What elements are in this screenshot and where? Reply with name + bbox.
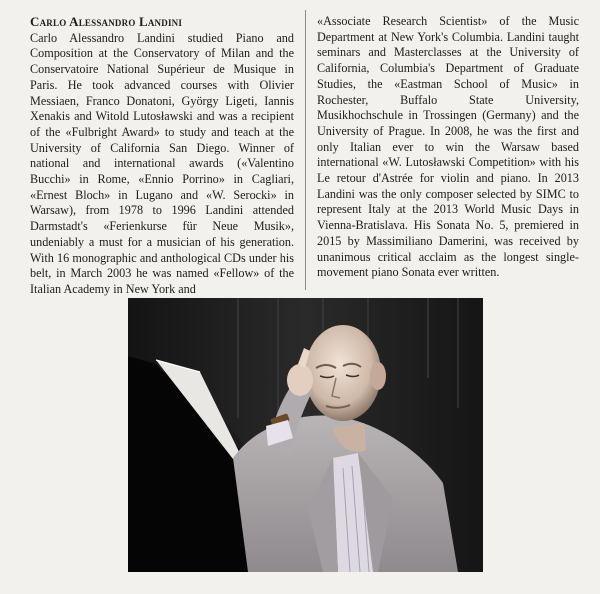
column-divider: [305, 10, 306, 290]
biography-column-right: [317, 14, 579, 281]
biography-text-right: «Associate Research Scientist» of the Music Department at New York's Columbia. Landini taught seminars and Masterclasses at the University of California, Columbia's Department of Graduate Studies, the «Eastman School of Music» in Rochester, Buffalo State University, Musikhochschule in Trossingen (Germany) and the University of Prague. In 2008, he was the first and only Italian ever to win the Warsaw based international «W. Lutosławski Competition» with his Le retour d'Astrée for violin and piano. In 2013 Landini was the only composer selected by SIMC to represent Italy at the 2013 World Music Days in Vienna-Bratislava. His Sonata No. 5, premiered in 2015 by Massimiliano Damerini, was received by unanimous critical acclaim as the longest single-movement piano Sonata ever written.: [317, 14, 579, 280]
biography-heading: Carlo Alessandro Landini: [30, 14, 183, 29]
biography-text-left: Carlo Alessandro Landini studied Piano and Composition at the Conservatory of Milan and the Conservatoire National Supérieur de Musique in Paris. He took advanced courses with Olivier Messiaen, Franco Donatoni, György Ligeti, Iannis Xenakis and Witold Lutosławski and was a recipient of the «Fulbright Award» to study and teach at the University of California San Diego. Winner of national and international awards («Valentino Bucchi» in Rome, «Ennio Porrino» in Cagliari, «Ernest Bloch» in Lugano and «W. Serocki» in Warsaw), from 1978 to 1996 Landini attended Darmstadt's «Ferienkurse für Neue Musik», undeniably a must for a musician of his generation. With 16 monographic and anthological CDs under his belt, in March 2003 he was named «Fellow» of the Italian Academy in New York and: [30, 30, 294, 296]
portrait-illustration: [128, 298, 483, 572]
biography-column-left: [30, 14, 294, 298]
portrait-photo: [128, 298, 483, 572]
